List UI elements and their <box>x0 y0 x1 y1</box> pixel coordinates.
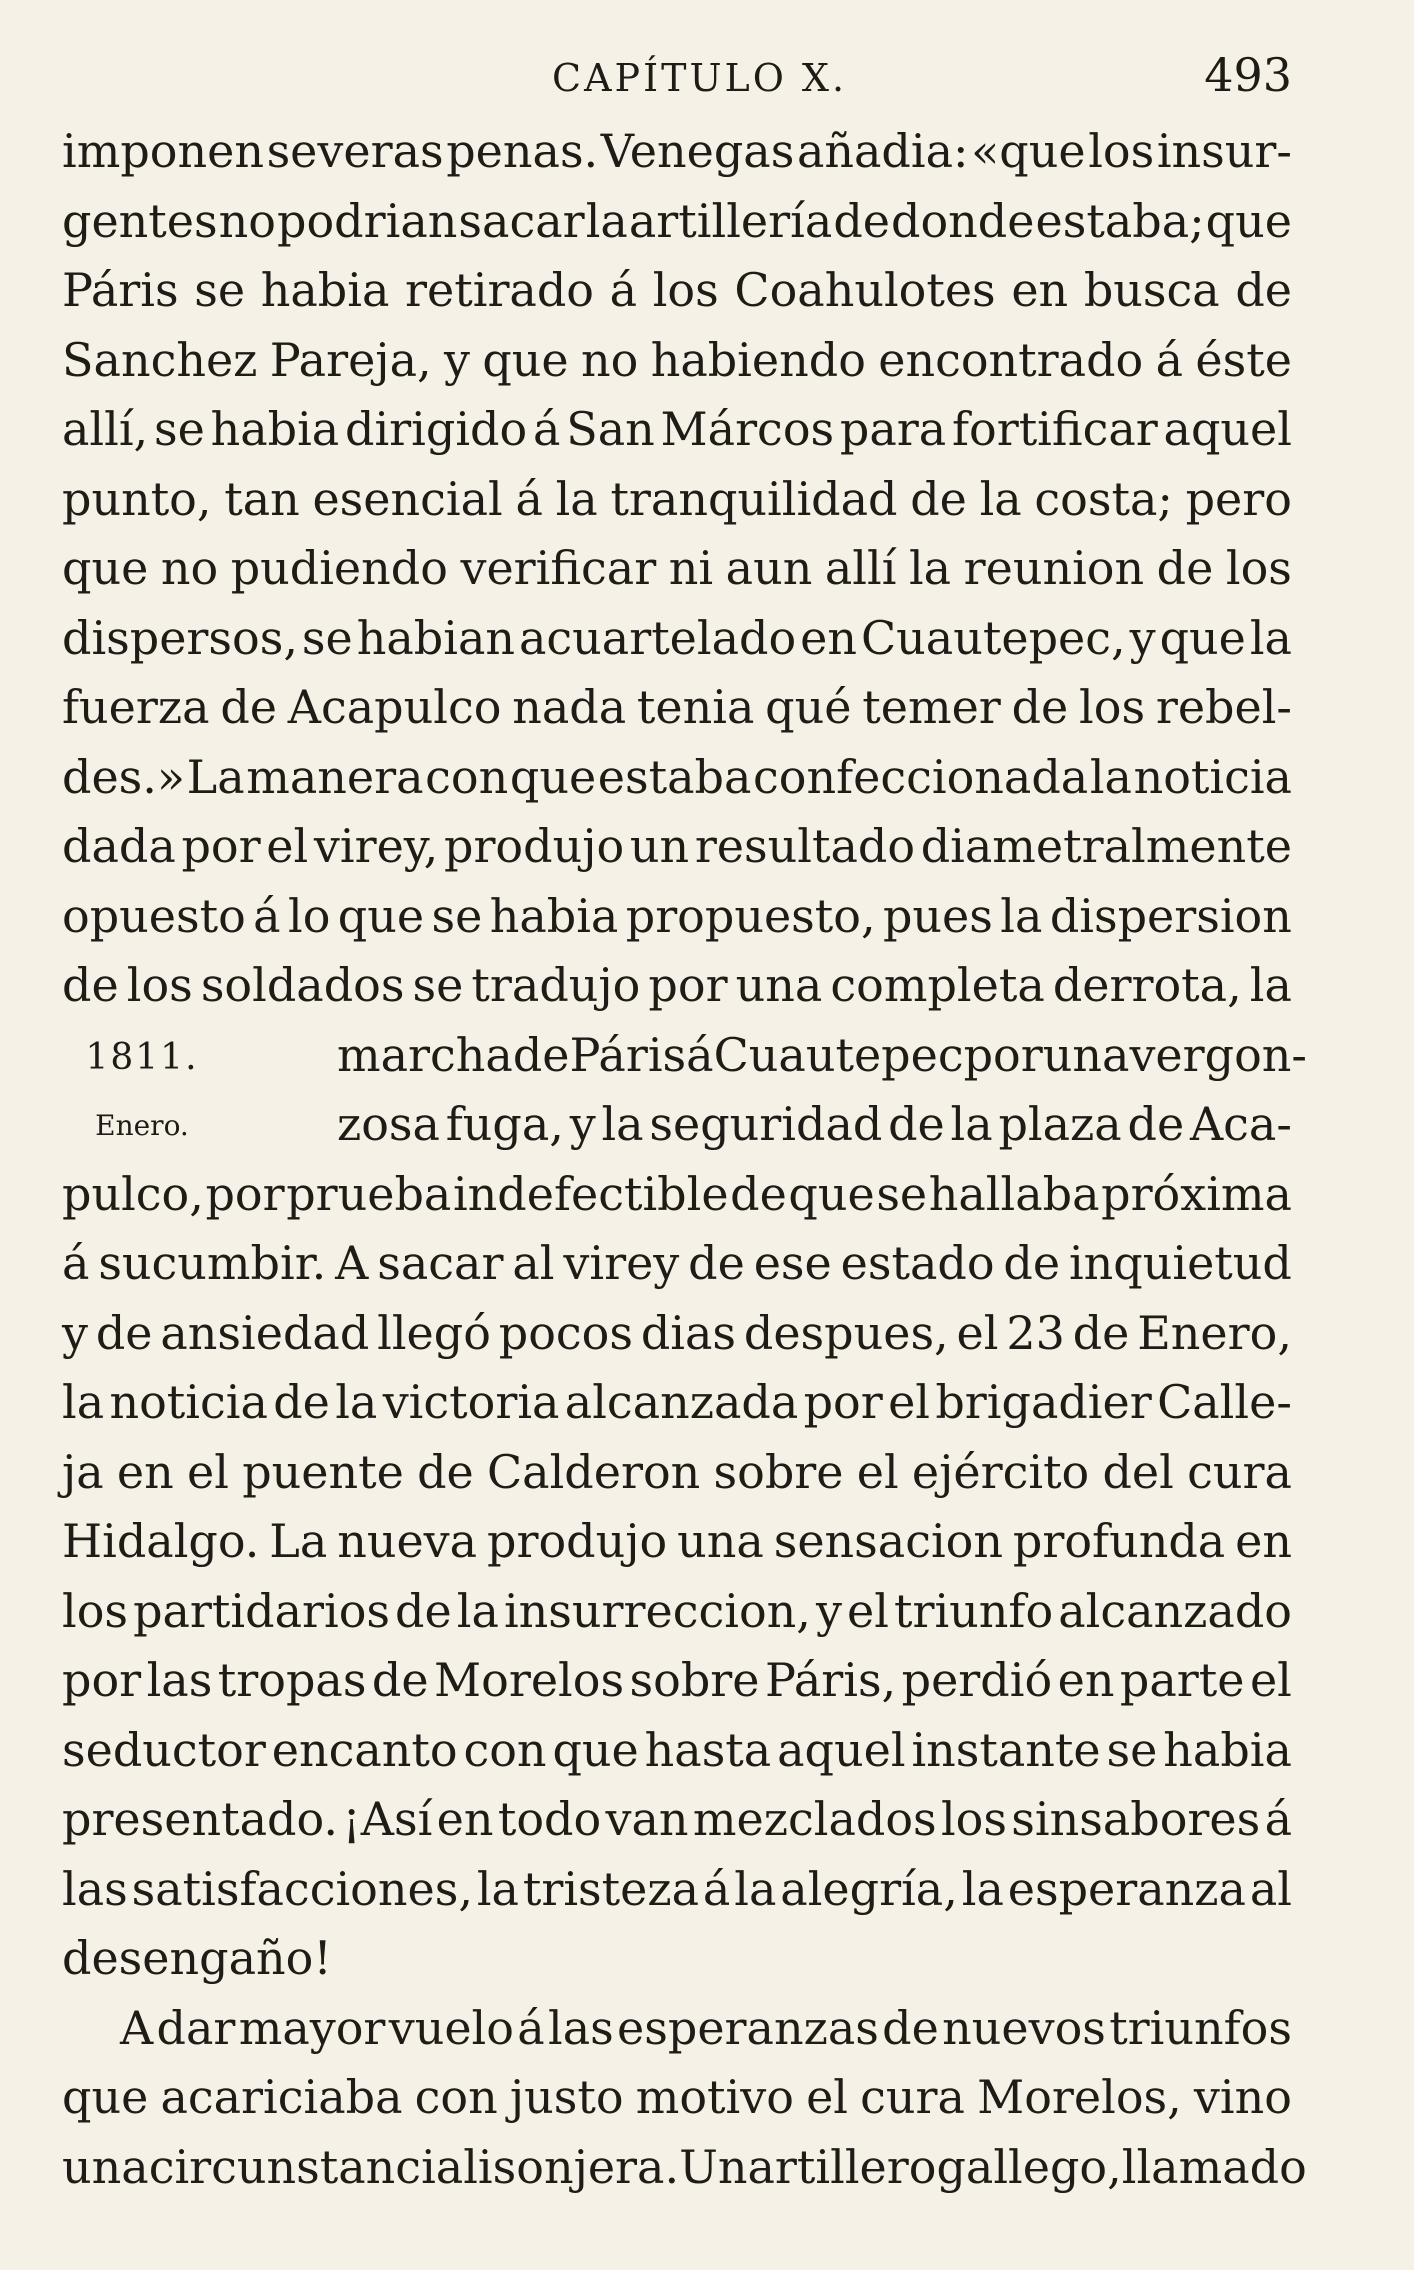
line-text: una circunstancia lisonjera. Un artillero gallego, llamado <box>62 2139 1307 2194</box>
text-line <box>62 1855 1292 1925</box>
line-text: desengaño! <box>62 1931 332 1985</box>
text-line <box>62 2133 1307 2203</box>
line-text: que acariciaba con justo motivo el cura Morelos, vino <box>62 2070 1292 2124</box>
line-text: ja en el puente de Calderon sobre el ejército del cura <box>62 1444 1292 1499</box>
line-text: por las tropas de Morelos sobre Páris, perdió en parte el <box>62 1653 1292 1707</box>
page-number: 493 <box>1204 48 1292 102</box>
text-line <box>62 187 1292 257</box>
line-text: la noticia de la victoria alcanzada por el brigadier Calle- <box>62 1375 1292 1429</box>
line-text: los partidarios de la insurreccion, y el triunfo alcanzado <box>62 1583 1292 1638</box>
line-text: pulco, por prueba indefectible de que se hallaba próxima <box>62 1166 1292 1221</box>
text-line <box>62 604 1292 674</box>
text-line <box>62 743 1292 813</box>
line-text: dispersos, se habian acuartelado en Cuautepec, y que la <box>62 610 1292 665</box>
line-text: imponen severas penas. Venegas añadia: «que los insur- <box>62 124 1292 178</box>
line-text: punto, tan esencial á la tranquilidad de la costa; pero <box>62 471 1292 526</box>
body-text <box>62 117 1307 2202</box>
text-line <box>62 1577 1292 1647</box>
page-header <box>62 46 1292 116</box>
text-line <box>62 1299 1292 1369</box>
text-line <box>62 1368 1292 1438</box>
text-line <box>62 1021 1307 1091</box>
line-text: á sucumbir. A sacar al virey de ese estado de inquietud <box>62 1236 1292 1290</box>
text-line <box>62 1785 1292 1855</box>
line-text: Sanchez Pareja, y que no habiendo encontrado á éste <box>62 332 1292 387</box>
line-text: las satisfacciones, la tristeza á la alegría, la esperanza al <box>62 1861 1292 1916</box>
text-line <box>62 256 1292 326</box>
text-line <box>62 1994 1292 2064</box>
line-text: A dar mayor vuelo á las esperanzas de nuevos triunfos <box>120 2000 1292 2055</box>
text-line <box>62 1507 1292 1577</box>
line-text: allí, se habia dirigido á San Márcos para fortificar aquel <box>62 402 1292 456</box>
line-text: que no pudiendo verificar ni aun allí la reunion de los <box>62 541 1292 595</box>
text-line <box>62 882 1292 952</box>
text-line <box>62 1229 1292 1299</box>
margin-note-year: 1811. <box>85 1036 199 1078</box>
line-text: fuerza de Acapulco nada tenia qué temer de los rebel- <box>62 680 1292 734</box>
text-line <box>62 1090 1292 1160</box>
running-head: CAPÍTULO X. <box>552 56 848 100</box>
text-line <box>62 2063 1292 2133</box>
text-line <box>62 395 1292 465</box>
text-line <box>62 951 1292 1021</box>
line-text: y de ansiedad llegó pocos dias despues, el 23 de Enero, <box>62 1305 1292 1360</box>
text-line <box>62 1438 1292 1508</box>
line-text: opuesto á lo que se habia propuesto, pues la dispersion <box>62 888 1292 943</box>
text-line <box>62 117 1292 187</box>
margin-note-month: Enero. <box>95 1109 189 1142</box>
line-text: Páris se habia retirado á los Coahulotes en busca de <box>62 263 1292 317</box>
text-line <box>62 1716 1292 1786</box>
line-text: de los soldados se tradujo por una completa derrota, la <box>62 958 1292 1012</box>
text-line <box>62 673 1292 743</box>
text-line <box>62 1924 1292 1994</box>
text-line <box>62 534 1292 604</box>
text-line <box>62 1646 1292 1716</box>
text-line <box>62 326 1292 396</box>
line-text: des.» La manera con que estaba confeccionada la noticia <box>62 749 1292 804</box>
line-text: zosa fuga, y la seguridad de la plaza de Aca- <box>337 1097 1292 1151</box>
line-text: dada por el virey, produjo un resultado diametralmente <box>62 819 1292 873</box>
text-line <box>62 1160 1292 1230</box>
line-text: presentado. ¡Así en todo van mezclados los sinsabores á <box>62 1792 1292 1846</box>
line-text: Hidalgo. La nueva produjo una sensacion profunda en <box>62 1514 1292 1568</box>
text-line <box>62 812 1292 882</box>
line-text: gentes no podrian sacar la artillería de donde estaba; que <box>62 193 1292 248</box>
line-text: seductor encanto con que hasta aquel instante se habia <box>62 1722 1292 1777</box>
line-text: marcha de Páris á Cuautepec por una vergon- <box>337 1027 1307 1082</box>
text-line <box>62 465 1292 535</box>
